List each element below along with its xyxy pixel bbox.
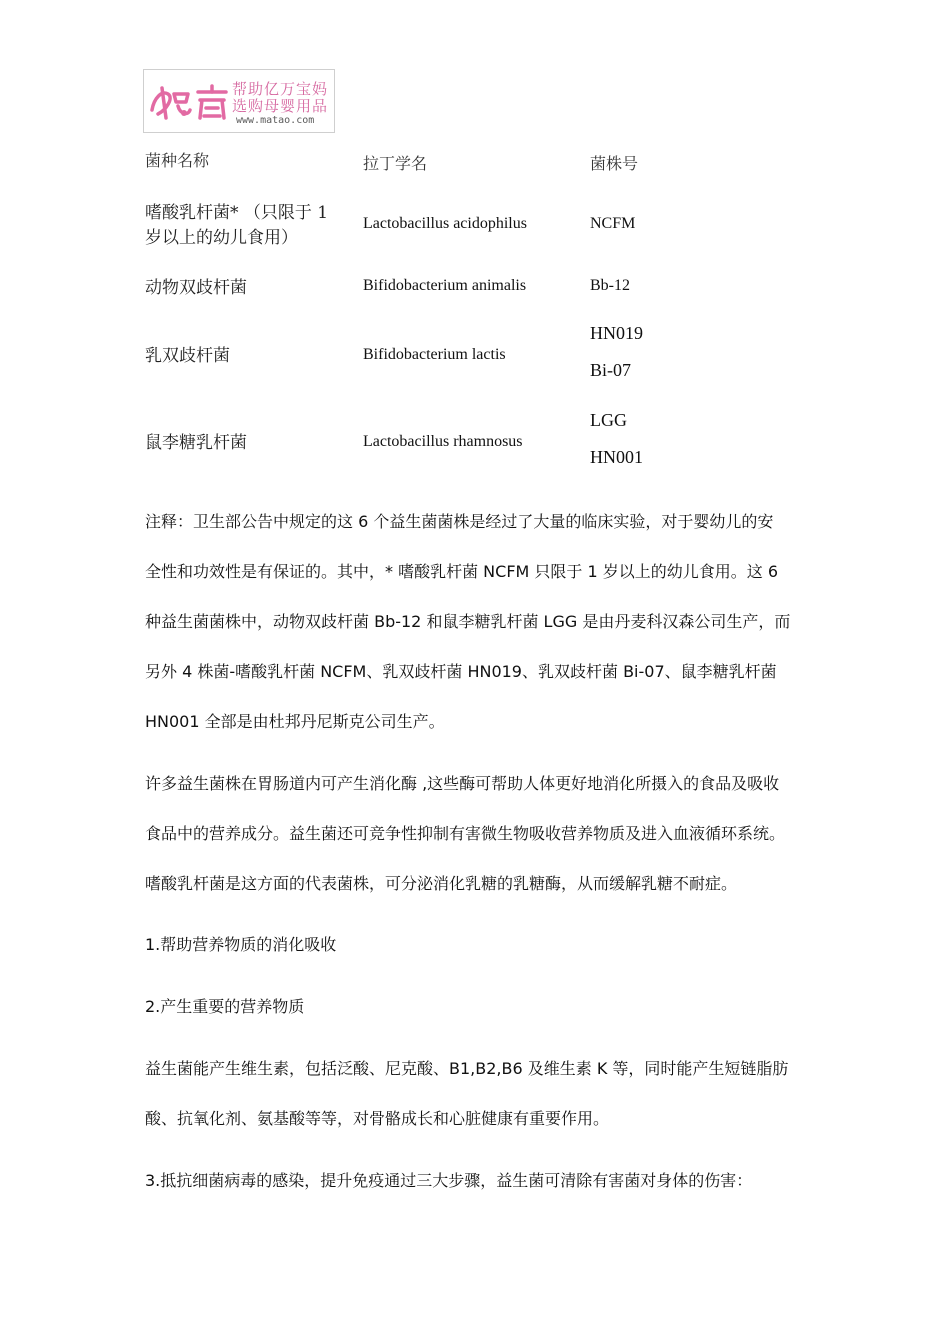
brand-logo	[143, 69, 335, 133]
logo-slogan-line1: 帮助亿万宝妈	[232, 80, 329, 98]
row3-strain-1: HN019	[590, 323, 643, 343]
row1-strain-1: NCFM	[590, 215, 636, 232]
row1-name-line1: 嗜酸乳杆菌* （只限于 1	[145, 203, 329, 223]
row2-name: 动物双歧杆菌	[145, 278, 247, 298]
row4-strain-1: LGG	[590, 410, 627, 430]
paragraph-line: 益生菌能产生维生素，包括泛酸、尼克酸、B1,B2,B6 及维生素 K 等，同时能产生短链脂肪	[145, 1059, 789, 1078]
note-line: 全性和功效性是有保证的。其中，* 嗜酸乳杆菌 NCFM 只限于 1 岁以上的幼儿食用。这 6	[145, 562, 779, 581]
paragraph-line: 酸、抗氧化剂、氨基酸等等，对骨骼成长和心脏健康有重要作用。	[145, 1109, 610, 1128]
header-strain-id: 菌株号	[590, 154, 639, 173]
note-line: 注释：卫生部公告中规定的这 6 个益生菌菌株是经过了大量的临床实验，对于婴幼儿的安	[145, 512, 774, 531]
note-line: HN001 全部是由杜邦丹尼斯克公司生产。	[145, 712, 445, 731]
paragraph-line: 嗜酸乳杆菌是这方面的代表菌株，可分泌消化乳糖的乳糖酶，从而缓解乳糖不耐症。	[145, 874, 738, 893]
list-item-text: 3.抵抗细菌病毒的感染，提升免疫通过三大步骤，益生菌可清除有害菌对身体的伤害：	[145, 1171, 753, 1190]
row2-strain-1: Bb-12	[590, 277, 630, 294]
row4-latin: Lactobacillus rhamnosus	[363, 433, 523, 450]
row1-name-line2: 岁以上的幼儿食用）	[145, 228, 298, 248]
row3-latin: Bifidobacterium lactis	[363, 346, 506, 363]
row2-latin: Bifidobacterium animalis	[363, 277, 527, 294]
row4-strain-2: HN001	[590, 447, 643, 467]
logo-url: www.matao.com	[236, 115, 315, 126]
logo-mark	[148, 80, 232, 124]
note-line: 另外 4 株菌-嗜酸乳杆菌 NCFM、乳双歧杆菌 HN019、乳双歧杆菌 Bi-07、鼠李糖乳杆菌	[145, 662, 777, 681]
row3-strain-2: Bi-07	[590, 360, 632, 380]
header-latin-name: 拉丁学名	[363, 154, 428, 173]
logo-mark-graphic	[148, 80, 232, 124]
row3-name: 乳双歧杆菌	[145, 346, 230, 366]
row4-name: 鼠李糖乳杆菌	[145, 433, 247, 453]
paragraph-line: 许多益生菌株在胃肠道内可产生消化酶 ,这些酶可帮助人体更好地消化所摄入的食品及吸收	[145, 774, 780, 793]
header-strain-name: 菌种名称	[145, 151, 210, 170]
note-line: 种益生菌菌株中，动物双歧杆菌 Bb-12 和鼠李糖乳杆菌 LGG 是由丹麦科汉森公司生产，而	[145, 612, 791, 631]
logo-slogan-line2: 选购母婴用品	[232, 97, 329, 115]
row1-latin: Lactobacillus acidophilus	[363, 215, 527, 232]
paragraph-line: 食品中的营养成分。益生菌还可竞争性抑制有害微生物吸收营养物质及进入血液循环系统。	[145, 824, 786, 843]
list-item-text: 1.帮助营养物质的消化吸收	[145, 935, 337, 954]
list-item-text: 2.产生重要的营养物质	[145, 997, 305, 1016]
